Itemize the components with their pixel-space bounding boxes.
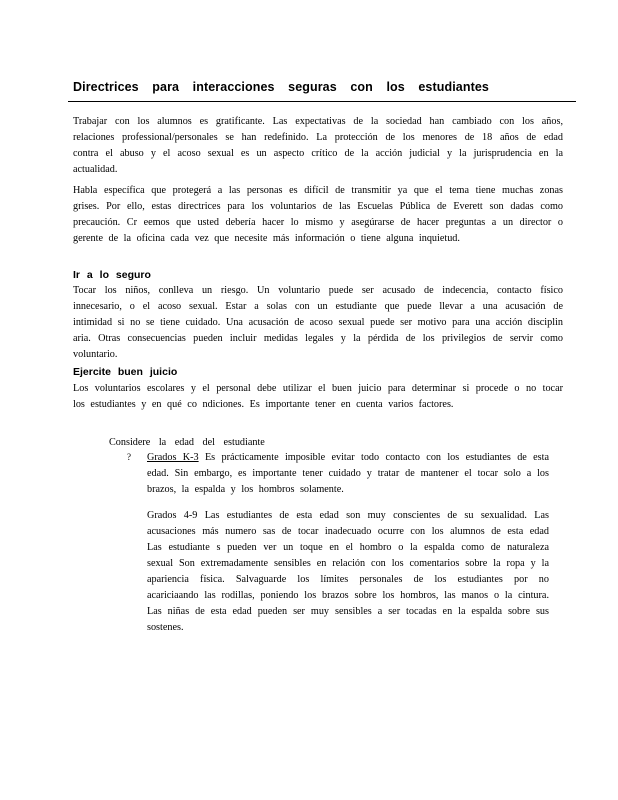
section-heading-ir-a-lo-seguro: Ir a lo seguro bbox=[73, 269, 151, 281]
second-paragraph: Habla específica que protegerá a las personas es difícil de transmitir ya que el tema tiene muchas zonas grises. Por ello, estas directrices para los voluntarios de las Escuelas Pública de Everett son dadas como precaución. Cr eemos que usted debería hacer lo mismo y asegúrarse de hacer preguntas a un director o gerente de la oficina cada vez que necesite más información o tiene alguna inquietud. bbox=[73, 185, 563, 244]
grades-k3-paragraph bbox=[147, 450, 549, 498]
section-text-ir-a-lo-seguro: Tocar los niños, conlleva un riesgo. Un voluntario puede ser acusado de indecencia, contacto físico innecesario, o el acoso sexual. Estar a solas con un estudiante que puede llevar a una acusación de intimidad si no se tiene cuidado. Una acusación de acoso sexual puede ser motivo para una acción disciplin aria. Otras consecuencias pueden incluir medidas legales y la pérdida de los privilegios de servir como voluntario. bbox=[73, 285, 563, 360]
section-heading-ejercite-buen-juicio: Ejercite buen juicio bbox=[73, 366, 178, 378]
section-text-ejercite-buen-juicio: Los voluntarios escolares y el personal debe utilizar el buen juicio para determinar si procede o no tocar los estudiantes y en qué co ndiciones. Es importante tener en cuenta varios factores. bbox=[73, 383, 563, 410]
intro-paragraph: Trabajar con los alumnos es gratificante. Las expectativas de la sociedad han cambiado con los años, relaciones professional/personales se han redefinido. La protección de los menores de 18 años de edad contra el abuso y el acoso sexual es un aspecto crítico de la acción judicial y la jurisprudencia en la actualidad. bbox=[73, 116, 563, 175]
document-title: Directrices para interacciones seguras con los estudiantes bbox=[73, 80, 489, 94]
grades-k3-text: Es prácticamente imposible evitar todo contacto con los estudiantes de esta edad. Sin embargo, es importante tener cuidado y tratar de mantener el tocar solo a los brazos, la espalda y los hombros solamente. bbox=[147, 452, 549, 495]
consider-age-label: Considere la edad del estudiante bbox=[109, 437, 265, 448]
title-divider bbox=[68, 101, 576, 102]
grades-4-9-paragraph: Grados 4-9 Las estudiantes de esta edad son muy conscientes de su sexualidad. Las acusaciones más numero sas de tocar inadecuado ocurre con los alumnos de esta edad Las estudiante s pueden ver un toque en el hombro o la espalda como de naturaleza sexual Son extremadamente sensibles en relación con los comentarios sobre la ropa y la apariencia física. Salvaguarde los límites personales de los estudiantes por no acariciaando las rodillas, poniendo los brazos sobre los hombros, las manos o la cintura. Las niñas de esta edad pueden ser muy sensibles a ser tocadas en la espalda sobre sus sostenes. bbox=[147, 510, 549, 633]
bullet-marker: ? bbox=[127, 452, 131, 462]
grades-k3-label: Grados K-3 bbox=[147, 452, 199, 463]
